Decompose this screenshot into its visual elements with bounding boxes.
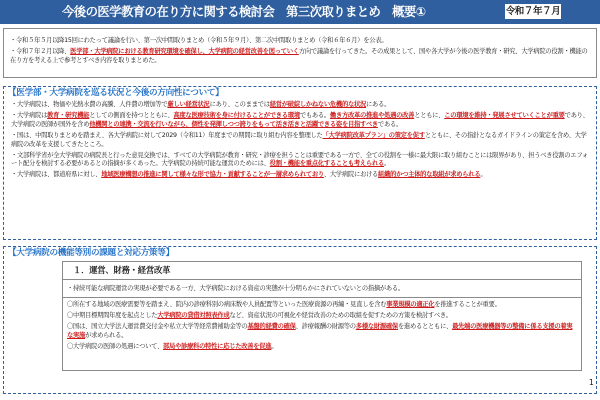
section-1-paragraph-5: ・大学病院は、都道府県に対し、地域医療構想の推進に関して様々な形で協力・貢献することが一層求められており、大学病院における組織的かつ主体的な取組が求められる。 (11, 171, 487, 179)
section-1-heading: 【医学部・大学病院を巡る状況と今後の方向性について】 (8, 88, 224, 98)
section-1-paragraph-2: ・大学病院は教育・研究機能としての側面を持つとともに、高度な医療技術を身に付けることができる環境でもある。働き方改革の推進や処遇の改善とともに、この環境を維持・発展させていくことが重要であり、大学病院の医師が国外を含め他機関との連携・交流を行いながら、個性を発揮しつつ誇りをもって活き活きと活躍できる姿を目指すべきである。 (11, 111, 589, 128)
reform-item-4: 〇大学病院の医師の処遇について、部局や診療科の特性に応じた改善を促進。 (67, 342, 278, 350)
subsection-heading: １．運営、財務・経営改革 (63, 262, 581, 280)
reform-item-1: 〇所在する地域の医療需要等を踏まえ、院内の診療科別の病床数や人員配置等といった医療資源の再編・見直しを含む事業規模の適正化を推進することが重要。 (67, 301, 501, 308)
date-badge: 令和７年７月 (504, 3, 562, 20)
section-issues-measures (3, 246, 597, 394)
intro-emphasis: 医学部・大学病院における教育研究環境を確保し、大学病院の経営改善を図っていく (70, 47, 299, 55)
section-1-paragraph-4: ・文部科学省が全大学病院の病院長と行った意見交換では、すべての大学病院が教育・研究・診療を担うことは重要である一方で、全ての役割を一様に最大限に取り組むことには限界があり、担うべき役割のエフォート配分を検討する必要があるとの指摘が多くあった。大学病院の持続可能な運営のためには、役割・機能を重点化することも考えられる。 (11, 151, 589, 168)
page-title: 今後の医学教育の在り方に関する検討会 第三次取りまとめ 概要① (62, 4, 426, 19)
reform-item-3: 〇国は、国立大学法人運営費交付金や私立大学等経常費補助金等の基盤的経費の確保、診療報酬の財源等の多様な財源確保を進めるとともに、最先端の医療機器等の整備に係る支援の着実な実施が求められる。 (67, 322, 573, 339)
section-1-paragraph-1: ・大学病院は、物価や光熱水費の高騰、人件費の増加等で厳しい経営状況にあり、このままでは経営が破綻しかねない危機的な状況にある。 (11, 101, 391, 108)
subsection-note: ・持続可能な病院運営の実現が必要である一方、大学病院における資産の実態が十分明らかにされていないとの指摘がある。 (63, 280, 581, 298)
reform-item-list (63, 298, 581, 352)
reform-item-2: 〇中期目標期間年度を起点とした大学病院の貸借対照表作成など、資産状況の可視化や経営改善のための取組を促すための方策を検討すべき。 (67, 311, 452, 319)
page-number: 1 (588, 378, 594, 387)
section-status-direction (3, 86, 597, 240)
intro-line-2: ・令和７年２月以降、医学部・大学病院における教育研究環境を確保し、大学病院の経営改善を図っていく方向で議論を行ってきた。その成果として、国や各大学が今後の医学教育・研究、大学病院の役割・機能の在り方を考える上で参考とすべき内容を取りまとめた。 (10, 47, 588, 64)
header-bar (0, 0, 600, 24)
intro-line-1: ・令和５年５月以降15回にわたって議論を行い、第一次中間取りまとめ（令和５年９月）、第二次中間取りまとめ（令和６年６月）を公表。 (10, 37, 388, 44)
intro-box (3, 28, 597, 78)
section-1-paragraph-3: ・国は、中間取りまとめを踏まえ、各大学病院に対して2029（令和11）年度までの期間に取り組む内容を整理した「大学病院改革プラン」の策定を促すとともに、その指針となるガイドラインの策定を含め、大学病院の改革を支援してきたところ。 (11, 131, 587, 148)
reform-box (62, 261, 582, 371)
section-2-heading: 【大学病院の機能等別の課題と対応方策等】 (8, 248, 174, 258)
